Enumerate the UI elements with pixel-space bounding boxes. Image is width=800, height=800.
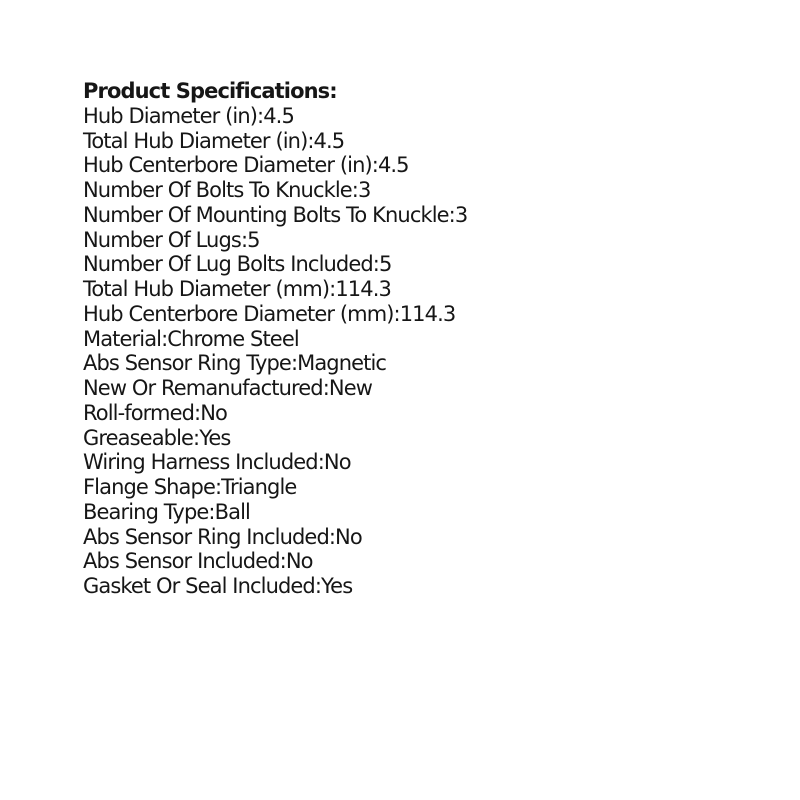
specs-title: Product Specifications:	[83, 79, 337, 103]
specs-list	[83, 104, 780, 599]
spec-line: Number Of Bolts To Knuckle:3	[83, 178, 371, 202]
spec-line: Gasket Or Seal Included:Yes	[83, 574, 353, 598]
spec-line: Bearing Type:Ball	[83, 499, 250, 524]
spec-line: Number Of Lug Bolts Included:5	[83, 252, 392, 277]
spec-line: Hub Centerbore Diameter (mm):114.3	[83, 301, 456, 326]
spec-line: Abs Sensor Included:No	[83, 549, 313, 574]
spec-line: Flange Shape:Triangle	[83, 475, 297, 499]
product-specs-panel	[83, 79, 780, 599]
spec-line: Hub Centerbore Diameter (in):4.5	[83, 153, 409, 178]
spec-line: Total Hub Diameter (mm):114.3	[83, 277, 391, 301]
spec-line: Hub Diameter (in):4.5	[83, 103, 294, 128]
spec-line: Abs Sensor Ring Type:Magnetic	[83, 351, 387, 376]
spec-line: Greaseable:Yes	[83, 425, 231, 450]
spec-line: Material:Chrome Steel	[83, 326, 299, 351]
spec-line: Total Hub Diameter (in):4.5	[83, 128, 345, 153]
spec-line: Number Of Lugs:5	[83, 227, 260, 252]
spec-line: Abs Sensor Ring Included:No	[83, 524, 362, 549]
spec-line: Roll-formed:No	[83, 400, 227, 425]
spec-line: Number Of Mounting Bolts To Knuckle:3	[83, 202, 468, 227]
spec-line: Wiring Harness Included:No	[83, 450, 351, 475]
spec-line: New Or Remanufactured:New	[83, 376, 372, 400]
